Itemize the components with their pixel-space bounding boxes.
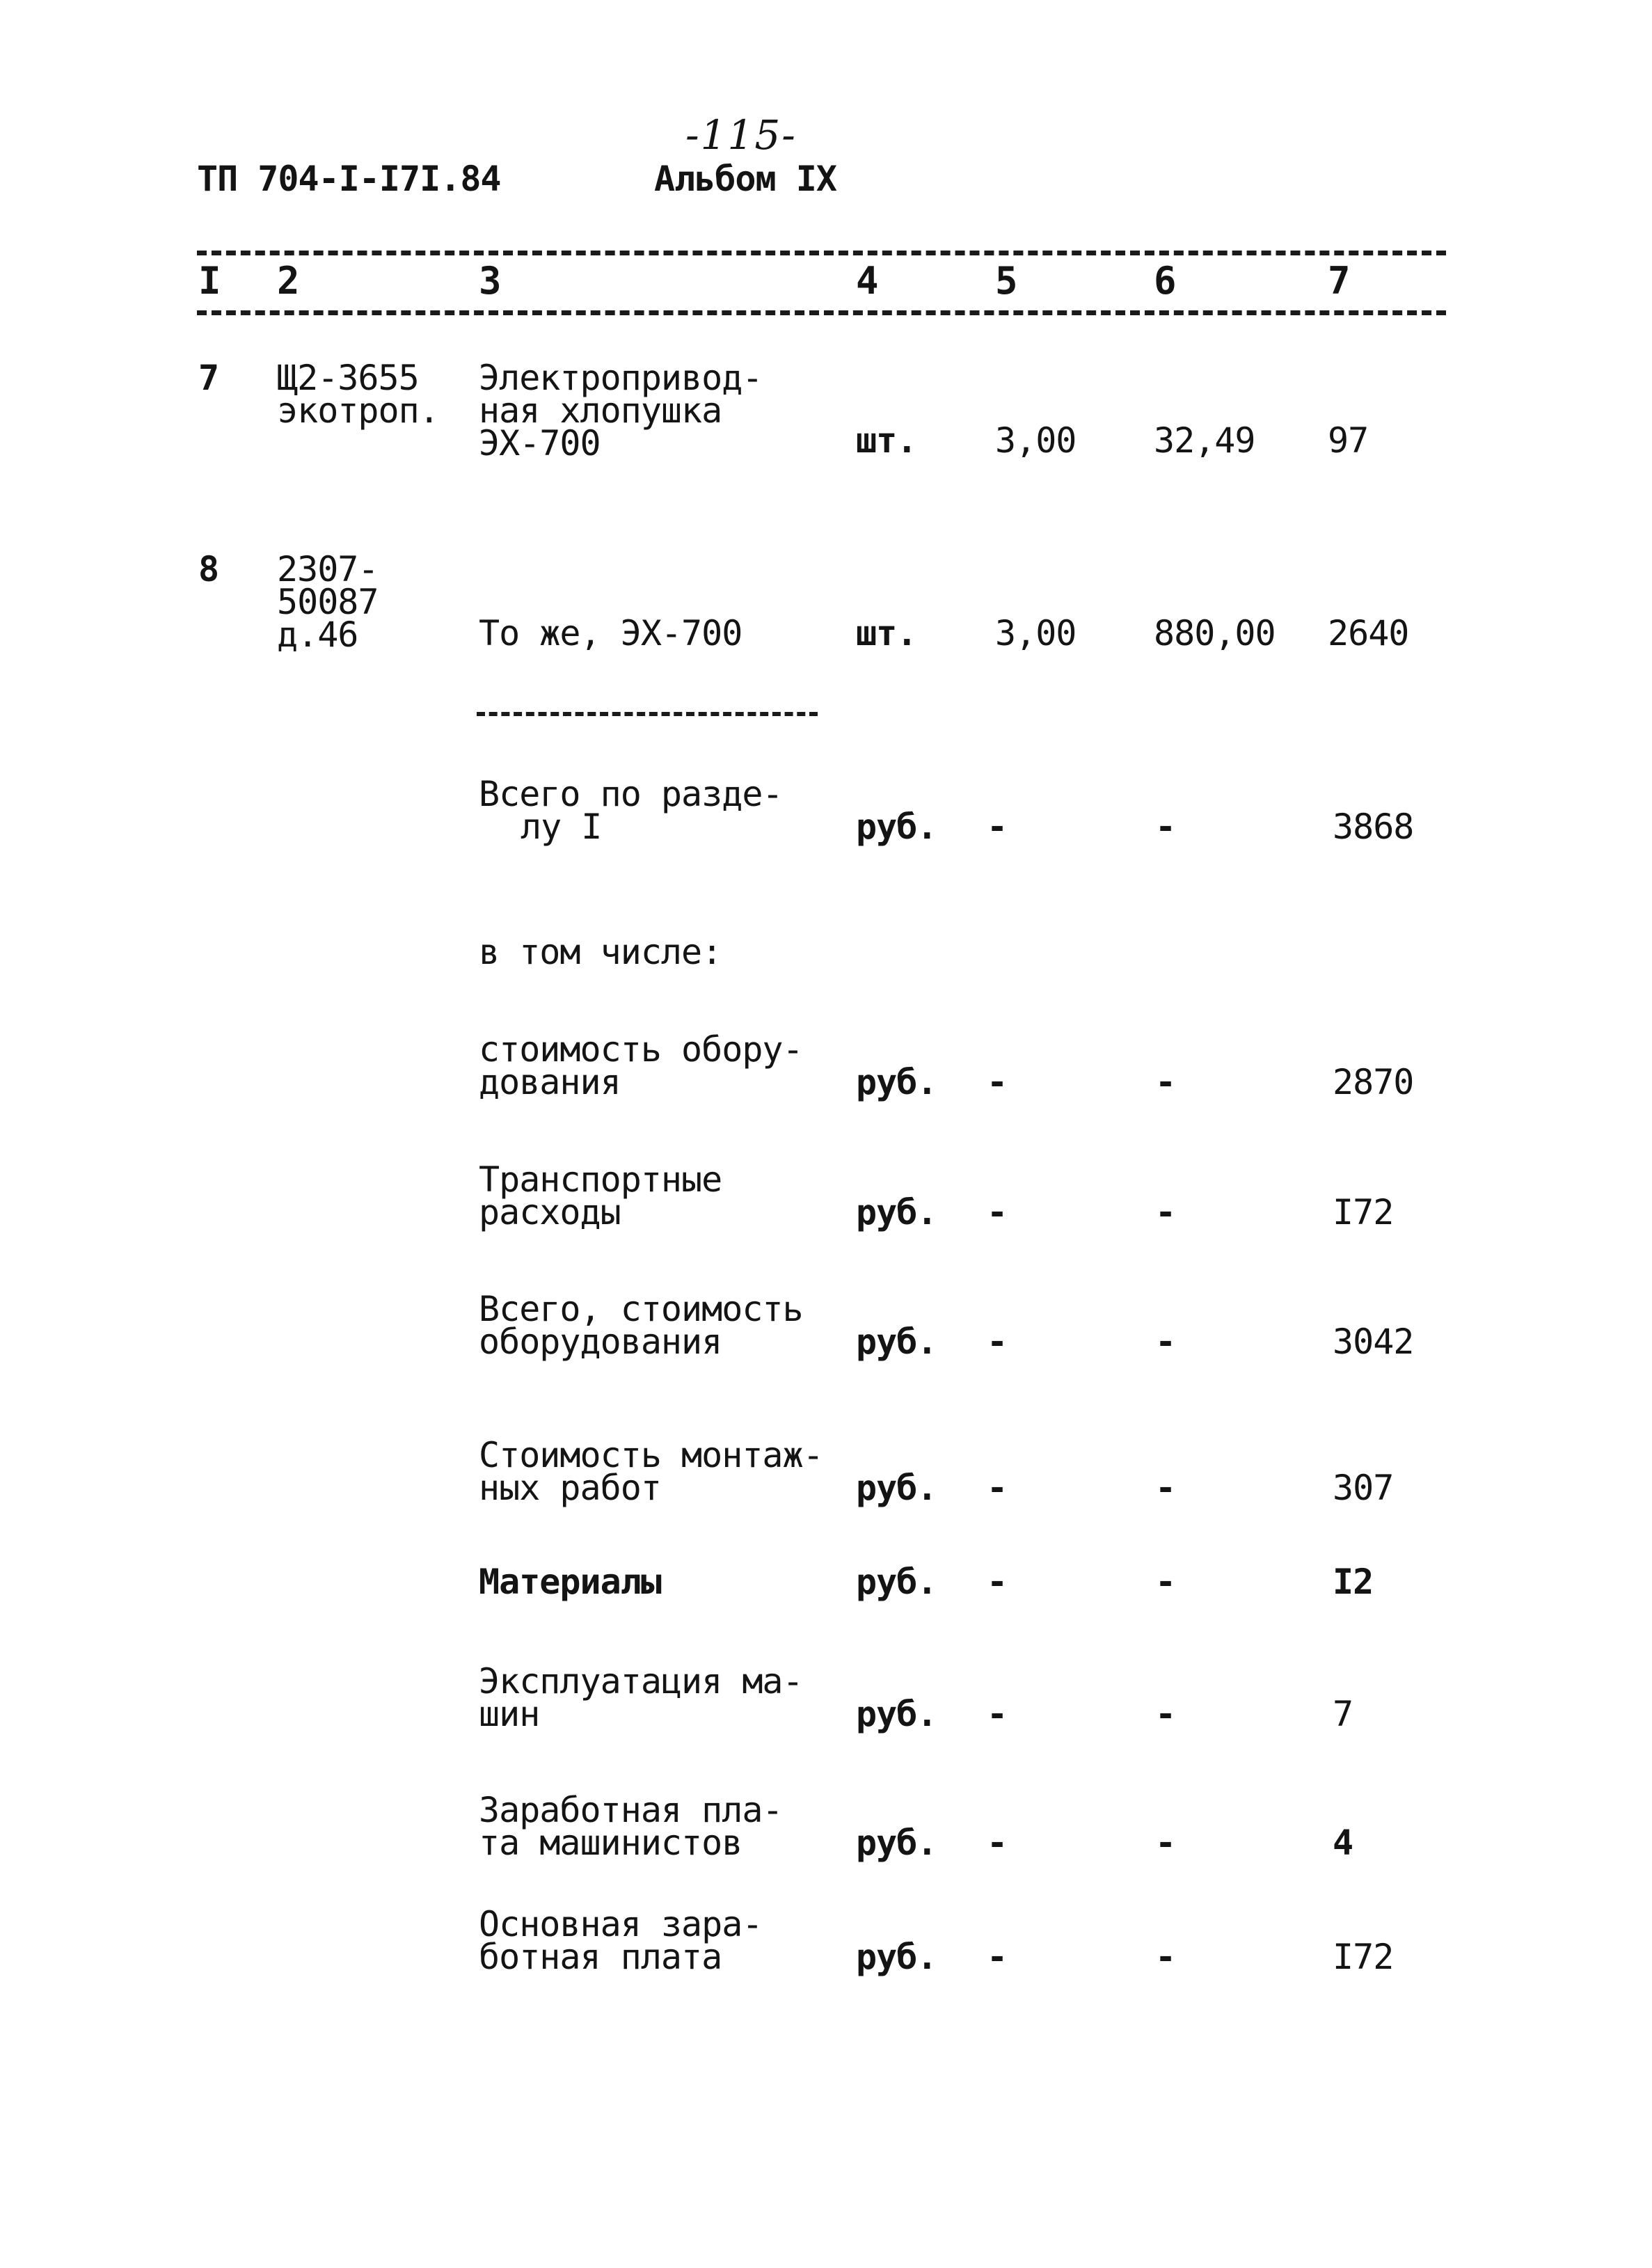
summary-price: - bbox=[1155, 807, 1176, 847]
row-number: 7 bbox=[198, 358, 219, 398]
summary-total: I2 bbox=[1333, 1562, 1374, 1602]
code-line: д.46 bbox=[277, 614, 358, 655]
summary-total: 2870 bbox=[1333, 1062, 1414, 1102]
summary-total: 3042 bbox=[1333, 1322, 1414, 1362]
name-line: Эксплуатация ма- bbox=[479, 1661, 803, 1702]
subtotal-rule bbox=[477, 712, 818, 716]
table-top-rule bbox=[197, 251, 1446, 255]
summary-total: 7 bbox=[1333, 1694, 1353, 1734]
summary-qty: - bbox=[987, 1562, 1008, 1602]
name-line: та машинистов bbox=[479, 1823, 742, 1863]
column-header-3: 3 bbox=[479, 259, 502, 303]
row-code bbox=[277, 549, 379, 655]
summary-total: I72 bbox=[1333, 1937, 1394, 1977]
code-line: экотроп. bbox=[277, 390, 439, 431]
column-header-7: 7 bbox=[1328, 259, 1351, 303]
summary-name bbox=[479, 1029, 803, 1102]
name-line: расходы bbox=[479, 1192, 621, 1232]
name-line: лу I bbox=[521, 807, 602, 847]
summary-qty: - bbox=[987, 1823, 1008, 1863]
summary-qty: - bbox=[987, 1192, 1008, 1232]
row-price: 880,00 bbox=[1154, 613, 1276, 653]
summary-name bbox=[479, 1790, 783, 1863]
name-line: Основная зара- bbox=[479, 1904, 763, 1944]
name-line: Транспортные bbox=[479, 1159, 722, 1200]
summary-unit: руб. bbox=[856, 1192, 937, 1232]
name-line: оборудования bbox=[479, 1322, 722, 1362]
including-label: в том числе: bbox=[479, 932, 722, 972]
name-line: шин bbox=[479, 1694, 540, 1734]
summary-name bbox=[479, 1904, 763, 1977]
row-name bbox=[479, 358, 763, 463]
column-header-5: 5 bbox=[995, 259, 1018, 303]
code-line: 50087 bbox=[277, 582, 379, 622]
summary-total: 3868 bbox=[1333, 807, 1414, 847]
table-header-rule bbox=[197, 310, 1446, 315]
summary-unit: руб. bbox=[856, 807, 937, 847]
row-qty: 3,00 bbox=[995, 613, 1077, 653]
summary-price: - bbox=[1155, 1937, 1176, 1977]
album-label: Альбом IX bbox=[654, 159, 836, 199]
summary-name bbox=[479, 1289, 803, 1362]
summary-price: - bbox=[1155, 1322, 1176, 1362]
summary-price: - bbox=[1155, 1062, 1176, 1102]
summary-qty: - bbox=[987, 1468, 1008, 1508]
name-line: ЭХ-700 bbox=[479, 423, 601, 463]
name-line: Всего по разде- bbox=[479, 774, 783, 814]
row-qty: 3,00 bbox=[995, 420, 1077, 461]
name-line: Всего, стоимость bbox=[479, 1289, 803, 1329]
summary-price: - bbox=[1155, 1192, 1176, 1232]
summary-unit: руб. bbox=[856, 1562, 937, 1602]
summary-total: 307 bbox=[1333, 1468, 1394, 1508]
name-line: ная хлопушка bbox=[479, 390, 722, 431]
row-unit: шт. bbox=[856, 613, 917, 653]
name-line: стоимость обору- bbox=[479, 1029, 803, 1070]
summary-unit: руб. bbox=[856, 1322, 937, 1362]
summary-price: - bbox=[1155, 1694, 1176, 1734]
code-line: 2307- bbox=[277, 549, 379, 589]
summary-unit: руб. bbox=[856, 1694, 937, 1734]
summary-total: 4 bbox=[1333, 1823, 1353, 1863]
name-line: дования bbox=[479, 1062, 621, 1102]
summary-unit: руб. bbox=[856, 1823, 937, 1863]
column-header-6: 6 bbox=[1154, 259, 1177, 303]
name-line: Стоимость монтаж- bbox=[479, 1435, 823, 1475]
name-line: Заработная пла- bbox=[479, 1790, 783, 1830]
summary-price: - bbox=[1155, 1468, 1176, 1508]
row-total: 2640 bbox=[1328, 613, 1409, 653]
summary-total: I72 bbox=[1333, 1192, 1394, 1232]
summary-unit: руб. bbox=[856, 1937, 937, 1977]
page-number: -115- bbox=[685, 111, 797, 159]
name-line: ботная плата bbox=[479, 1937, 722, 1977]
column-header-1: I bbox=[198, 259, 221, 303]
summary-unit: руб. bbox=[856, 1062, 937, 1102]
row-code bbox=[277, 358, 439, 431]
column-header-2: 2 bbox=[277, 259, 300, 303]
summary-price: - bbox=[1155, 1562, 1176, 1602]
row-total: 97 bbox=[1328, 420, 1369, 461]
summary-name bbox=[479, 1435, 823, 1508]
summary-name bbox=[479, 774, 783, 847]
row-name: То же, ЭХ-700 bbox=[479, 613, 742, 653]
summary-price: - bbox=[1155, 1823, 1176, 1863]
summary-qty: - bbox=[987, 1937, 1008, 1977]
document-code: ТП 704-I-I7I.84 bbox=[197, 159, 501, 199]
summary-qty: - bbox=[987, 1062, 1008, 1102]
summary-name bbox=[479, 1661, 803, 1734]
column-header-4: 4 bbox=[856, 259, 879, 303]
row-price: 32,49 bbox=[1154, 420, 1255, 461]
summary-name bbox=[479, 1159, 722, 1232]
row-number: 8 bbox=[198, 549, 219, 589]
summary-name: Материалы bbox=[479, 1562, 661, 1602]
summary-qty: - bbox=[987, 1322, 1008, 1362]
code-line: Щ2-3655 bbox=[277, 358, 419, 398]
summary-qty: - bbox=[987, 807, 1008, 847]
summary-unit: руб. bbox=[856, 1468, 937, 1508]
name-line: ных работ bbox=[479, 1468, 661, 1508]
row-unit: шт. bbox=[856, 420, 917, 461]
name-line: Электропривод- bbox=[479, 358, 763, 398]
summary-qty: - bbox=[987, 1694, 1008, 1734]
